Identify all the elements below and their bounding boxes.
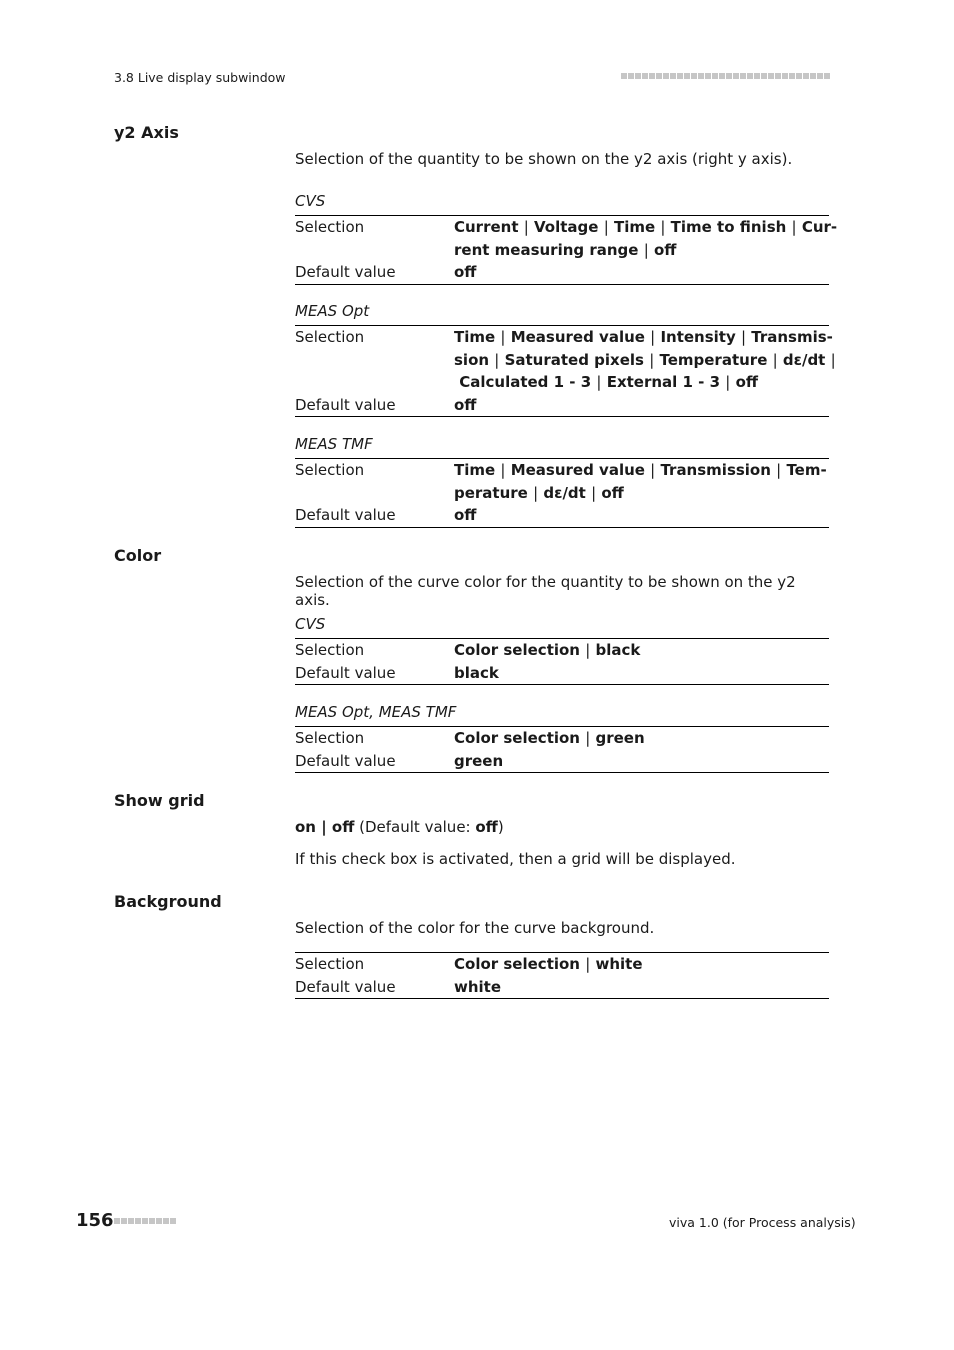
table-caption-meas-color: MEAS Opt, MEAS TMF xyxy=(295,703,457,721)
y2-meas-opt-table xyxy=(295,325,836,417)
show-grid-default-suffix: ) xyxy=(497,818,504,836)
selection-line: Current | Voltage | Time | Time to finish | Cur- xyxy=(454,218,838,236)
header-decorative-squares xyxy=(621,73,830,79)
row-value-selection: Color selection | green xyxy=(454,729,645,747)
page-number: 156 xyxy=(76,1210,114,1231)
selection-line: sion | Saturated pixels | Temperature | dε/dt | xyxy=(454,350,836,369)
table-caption-meas-tmf: MEAS TMF xyxy=(295,435,373,453)
y2-meas-tmf-table xyxy=(295,458,829,528)
color-meas-table xyxy=(295,726,829,773)
table-row xyxy=(295,504,829,527)
footer-decorative-squares xyxy=(114,1218,176,1224)
table-row xyxy=(295,216,838,261)
y2-cvs-table xyxy=(295,215,838,285)
row-label-default: Default value xyxy=(295,751,396,770)
row-label-default: Default value xyxy=(295,663,396,682)
background-description: Selection of the color for the curve background. xyxy=(295,919,655,937)
section-title-color: Color xyxy=(114,546,162,565)
selection-line: rent measuring range | off xyxy=(454,240,677,259)
table-row xyxy=(295,261,829,284)
background-table xyxy=(295,952,829,999)
table-row xyxy=(295,953,829,976)
table-caption-cvs-color: CVS xyxy=(295,615,326,633)
row-label-selection: Selection xyxy=(295,641,365,659)
color-description: Selection of the curve color for the quantity to be shown on the y2 axis. xyxy=(295,573,796,609)
table-row xyxy=(295,394,829,417)
show-grid-default-prefix: (Default value: xyxy=(354,818,476,836)
show-grid-values xyxy=(295,818,829,836)
row-label-default: Default value xyxy=(295,263,396,281)
table-row xyxy=(295,976,829,999)
footer-product-name: viva 1.0 (for Process analysis) xyxy=(669,1215,856,1230)
table-row xyxy=(295,750,829,773)
section-title-background: Background xyxy=(114,892,222,911)
row-label-default: Default value xyxy=(295,977,396,996)
table-row xyxy=(295,326,836,394)
row-label-selection: Selection xyxy=(295,328,365,346)
row-label-selection: Selection xyxy=(295,461,365,479)
table-row xyxy=(295,662,829,685)
row-value-selection xyxy=(454,326,836,394)
row-value-selection xyxy=(454,216,837,261)
show-grid-description: If this check box is activated, then a grid will be displayed. xyxy=(295,850,736,868)
row-value-default: white xyxy=(454,977,502,996)
table-caption-cvs: CVS xyxy=(295,192,326,210)
section-title-y2-axis: y2 Axis xyxy=(114,123,179,142)
table-row xyxy=(295,727,829,750)
row-value-selection: Color selection | black xyxy=(454,641,641,659)
row-value-default: black xyxy=(454,663,499,682)
row-label-selection: Selection xyxy=(295,729,365,747)
row-label-selection: Selection xyxy=(295,218,365,236)
selection-line: Time | Measured value | Intensity | Transmis- xyxy=(454,328,833,346)
table-caption-meas-opt: MEAS Opt xyxy=(295,302,370,320)
section-title-show-grid: Show grid xyxy=(114,791,205,810)
show-grid-default-value: off xyxy=(475,818,498,836)
row-label-default: Default value xyxy=(295,395,396,414)
show-grid-on-off: on | off xyxy=(295,818,355,836)
color-cvs-table xyxy=(295,638,829,685)
running-header-section: 3.8 Live display subwindow xyxy=(114,70,286,85)
y2-axis-description: Selection of the quantity to be shown on the y2 axis (right y axis). xyxy=(295,150,793,168)
selection-line: perature | dε/dt | off xyxy=(454,483,624,502)
table-row xyxy=(295,459,829,504)
row-label-default: Default value xyxy=(295,506,396,524)
row-value-default: green xyxy=(454,751,504,770)
row-value-selection: Color selection | white xyxy=(454,955,643,973)
selection-line: Calculated 1 - 3 | External 1 - 3 | off xyxy=(454,373,759,391)
row-value-default: off xyxy=(454,263,477,281)
table-row xyxy=(295,639,829,662)
selection-line: Time | Measured value | Transmission | Tem- xyxy=(454,461,827,479)
row-value-default: off xyxy=(454,506,477,524)
row-label-selection: Selection xyxy=(295,955,365,973)
row-value-selection xyxy=(454,459,829,504)
row-value-default: off xyxy=(454,395,477,414)
